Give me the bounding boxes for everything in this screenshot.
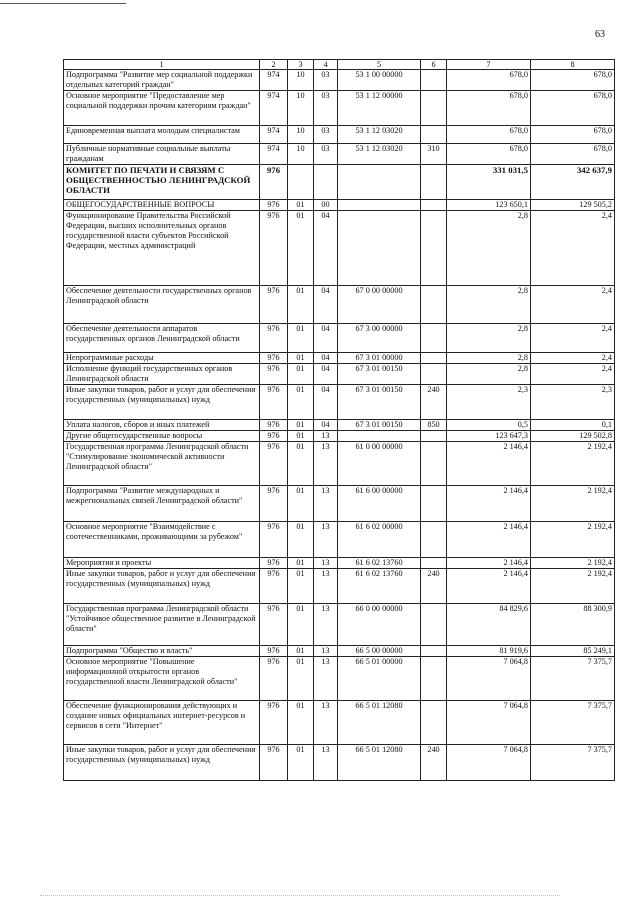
section-code: [288, 165, 314, 200]
section-code: 01: [288, 200, 314, 211]
row-description: Непрограммные расходы: [64, 353, 260, 364]
ministry-code: 976: [260, 701, 288, 745]
amount-year-2: 678,0: [531, 144, 615, 165]
column-number: 7: [447, 60, 531, 70]
expense-type-code: 240: [421, 745, 447, 781]
row-description: Основное мероприятие "Взаимодействие с соотечественниками, проживающими за рубежом": [64, 522, 260, 558]
amount-year-2: 678,0: [531, 91, 615, 126]
table-row: [64, 420, 615, 431]
section-code: 01: [288, 745, 314, 781]
subsection-code: 04: [314, 324, 338, 353]
target-article-code: 67 3 01 00000: [338, 353, 421, 364]
amount-year-1: 81 919,6: [447, 646, 531, 657]
ministry-code: 974: [260, 126, 288, 144]
row-description: Подпрограмма "Развитие международных и межрегиональных связей Ленинградской области": [64, 486, 260, 522]
expense-type-code: 240: [421, 569, 447, 604]
amount-year-2: 342 637,9: [531, 165, 615, 200]
target-article-code: [338, 165, 421, 200]
amount-year-2: 2 192,4: [531, 569, 615, 604]
amount-year-2: 678,0: [531, 126, 615, 144]
section-code: 01: [288, 442, 314, 486]
target-article-code: 66 5 01 12080: [338, 701, 421, 745]
subsection-code: 13: [314, 569, 338, 604]
expense-type-code: 850: [421, 420, 447, 431]
row-description: Основное мероприятие "Предоставление мер социальной поддержки прочим категориям граждан": [64, 91, 260, 126]
row-description: Функционирование Правительства Российской Федерации, высших исполнительных органов государственной власти субъектов Российской Федерации, местных администраций: [64, 211, 260, 286]
subsection-code: 04: [314, 420, 338, 431]
target-article-code: 67 3 01 00150: [338, 385, 421, 420]
expense-type-code: [421, 558, 447, 569]
target-article-code: 53 1 12 03020: [338, 126, 421, 144]
expense-type-code: [421, 211, 447, 286]
target-article-code: 66 5 01 00000: [338, 657, 421, 701]
table-row: [64, 604, 615, 646]
table-row: [64, 486, 615, 522]
ministry-code: 976: [260, 385, 288, 420]
ministry-code: 976: [260, 745, 288, 781]
table-row: [64, 522, 615, 558]
target-article-code: 67 3 00 00000: [338, 324, 421, 353]
target-article-code: 61 6 02 00000: [338, 522, 421, 558]
amount-year-1: 2,8: [447, 286, 531, 324]
table-row: [64, 431, 615, 442]
row-description: Основное мероприятие "Повышение информационной открытости органов государственной власти Ленинградской области": [64, 657, 260, 701]
ministry-code: 976: [260, 353, 288, 364]
expense-type-code: [421, 126, 447, 144]
ministry-code: 976: [260, 486, 288, 522]
section-code: 01: [288, 657, 314, 701]
amount-year-1: 678,0: [447, 126, 531, 144]
expense-type-code: [421, 701, 447, 745]
subsection-code: 13: [314, 486, 338, 522]
table-row: [64, 558, 615, 569]
expense-type-code: [421, 657, 447, 701]
row-description: Другие общегосударственные вопросы: [64, 431, 260, 442]
amount-year-1: 2,3: [447, 385, 531, 420]
section-code: 10: [288, 126, 314, 144]
row-description: Исполнение функций государственных органов Ленинградской области: [64, 364, 260, 385]
row-description: Обеспечение деятельности аппаратов государственных органов Ленинградской области: [64, 324, 260, 353]
row-description: Публичные нормативные социальные выплаты гражданам: [64, 144, 260, 165]
amount-year-2: 2,4: [531, 286, 615, 324]
subsection-code: 04: [314, 353, 338, 364]
section-code: 10: [288, 91, 314, 126]
amount-year-2: 2 192,4: [531, 522, 615, 558]
ministry-code: 976: [260, 442, 288, 486]
scan-edge: [40, 895, 560, 897]
table-row: [64, 324, 615, 353]
ministry-code: 976: [260, 569, 288, 604]
amount-year-1: 7 064,8: [447, 701, 531, 745]
ministry-code: 974: [260, 144, 288, 165]
amount-year-1: 123 647,3: [447, 431, 531, 442]
amount-year-1: 84 829,6: [447, 604, 531, 646]
section-code: 01: [288, 420, 314, 431]
subsection-code: 00: [314, 200, 338, 211]
column-number: 3: [288, 60, 314, 70]
subsection-code: 03: [314, 70, 338, 91]
amount-year-2: 7 375,7: [531, 745, 615, 781]
amount-year-1: 2,8: [447, 364, 531, 385]
section-code: 01: [288, 522, 314, 558]
section-code: 01: [288, 701, 314, 745]
amount-year-2: 678,0: [531, 70, 615, 91]
row-description: Уплата налогов, сборов и иных платежей: [64, 420, 260, 431]
top-rule: [0, 3, 126, 4]
amount-year-1: 678,0: [447, 144, 531, 165]
amount-year-2: 2,3: [531, 385, 615, 420]
amount-year-2: 2,4: [531, 353, 615, 364]
amount-year-1: 2 146,4: [447, 486, 531, 522]
target-article-code: 66 5 00 00000: [338, 646, 421, 657]
expense-type-code: [421, 604, 447, 646]
ministry-code: 976: [260, 286, 288, 324]
subsection-code: 13: [314, 646, 338, 657]
section-code: 01: [288, 569, 314, 604]
section-code: 10: [288, 70, 314, 91]
amount-year-1: 678,0: [447, 70, 531, 91]
amount-year-1: 123 650,1: [447, 200, 531, 211]
column-number: 1: [64, 60, 260, 70]
column-number: 6: [421, 60, 447, 70]
ministry-code: 976: [260, 364, 288, 385]
row-description: Иные закупки товаров, работ и услуг для обеспечения государственных (муниципальных) нужд: [64, 385, 260, 420]
section-code: 01: [288, 385, 314, 420]
amount-year-2: 2,4: [531, 364, 615, 385]
budget-table: [63, 59, 615, 781]
ministry-code: 974: [260, 91, 288, 126]
target-article-code: 67 3 01 00150: [338, 420, 421, 431]
section-code: 01: [288, 558, 314, 569]
subsection-code: 03: [314, 144, 338, 165]
amount-year-2: 129 502,8: [531, 431, 615, 442]
table-row: [64, 657, 615, 701]
table-row: [64, 200, 615, 211]
subsection-code: 13: [314, 604, 338, 646]
expense-type-code: [421, 364, 447, 385]
table-row: [64, 701, 615, 745]
amount-year-2: 2 192,4: [531, 486, 615, 522]
ministry-code: 976: [260, 431, 288, 442]
row-description: Иные закупки товаров, работ и услуг для обеспечения государственных (муниципальных) нужд: [64, 745, 260, 781]
amount-year-2: 2,4: [531, 324, 615, 353]
ministry-code: 974: [260, 70, 288, 91]
row-description: Государственная программа Ленинградской области "Устойчивое общественное развитие в Ленинградской области": [64, 604, 260, 646]
expense-type-code: [421, 486, 447, 522]
subsection-code: 13: [314, 701, 338, 745]
target-article-code: 61 6 00 00000: [338, 486, 421, 522]
ministry-code: 976: [260, 324, 288, 353]
amount-year-1: 7 064,8: [447, 657, 531, 701]
expense-type-code: 310: [421, 144, 447, 165]
table-row: [64, 144, 615, 165]
expense-type-code: [421, 353, 447, 364]
section-code: 01: [288, 211, 314, 286]
subsection-code: 13: [314, 657, 338, 701]
table-row: [64, 569, 615, 604]
target-article-code: 66 0 00 00000: [338, 604, 421, 646]
subsection-code: 04: [314, 364, 338, 385]
target-article-code: 67 3 01 00150: [338, 364, 421, 385]
expense-type-code: [421, 324, 447, 353]
row-description: Обеспечение деятельности государственных органов Ленинградской области: [64, 286, 260, 324]
expense-type-code: [421, 646, 447, 657]
table-row: [64, 364, 615, 385]
ministry-code: 976: [260, 646, 288, 657]
expense-type-code: [421, 200, 447, 211]
row-description: Государственная программа Ленинградской области "Стимулирование экономической активности Ленинградской области": [64, 442, 260, 486]
table-row: [64, 211, 615, 286]
row-description: Единовременная выплата молодым специалистам: [64, 126, 260, 144]
subsection-code: 13: [314, 522, 338, 558]
target-article-code: 53 1 00 00000: [338, 70, 421, 91]
amount-year-2: 88 300,9: [531, 604, 615, 646]
ministry-code: 976: [260, 657, 288, 701]
target-article-code: 53 1 12 03020: [338, 144, 421, 165]
subsection-code: 13: [314, 431, 338, 442]
table-header-row: [64, 60, 615, 70]
ministry-code: 976: [260, 604, 288, 646]
column-number: 8: [531, 60, 615, 70]
column-number: 2: [260, 60, 288, 70]
amount-year-2: 7 375,7: [531, 657, 615, 701]
table-row: [64, 353, 615, 364]
section-code: 10: [288, 144, 314, 165]
expense-type-code: [421, 442, 447, 486]
section-code: 01: [288, 646, 314, 657]
subsection-code: [314, 165, 338, 200]
amount-year-1: 2,8: [447, 324, 531, 353]
subsection-code: 13: [314, 558, 338, 569]
amount-year-1: 2 146,4: [447, 442, 531, 486]
ministry-code: 976: [260, 420, 288, 431]
ministry-code: 976: [260, 558, 288, 569]
target-article-code: [338, 200, 421, 211]
table-row: [64, 745, 615, 781]
amount-year-1: 7 064,8: [447, 745, 531, 781]
row-description: КОМИТЕТ ПО ПЕЧАТИ И СВЯЗЯМ С ОБЩЕСТВЕННОСТЬЮ ЛЕНИНГРАДСКОЙ ОБЛАСТИ: [64, 165, 260, 200]
amount-year-1: 331 031,5: [447, 165, 531, 200]
table-row: [64, 91, 615, 126]
subsection-code: 03: [314, 126, 338, 144]
subsection-code: 04: [314, 385, 338, 420]
expense-type-code: [421, 431, 447, 442]
target-article-code: 66 5 01 12080: [338, 745, 421, 781]
subsection-code: 03: [314, 91, 338, 126]
expense-type-code: [421, 286, 447, 324]
subsection-code: 13: [314, 442, 338, 486]
expense-type-code: [421, 165, 447, 200]
row-description: Мероприятия и проекты: [64, 558, 260, 569]
amount-year-1: 2 146,4: [447, 569, 531, 604]
amount-year-1: 2 146,4: [447, 558, 531, 569]
subsection-code: 13: [314, 745, 338, 781]
row-description: Подпрограмма "Общество и власть": [64, 646, 260, 657]
page-number: 63: [595, 29, 605, 40]
amount-year-2: 0,1: [531, 420, 615, 431]
row-description: Подпрограмма "Развитие мер социальной поддержки отдельных категорий граждан": [64, 70, 260, 91]
section-code: 01: [288, 286, 314, 324]
row-description: Обеспечение функционирования действующих и создание новых официальных интернет-ресурсов и сервисов в сети "Интернет": [64, 701, 260, 745]
section-code: 01: [288, 364, 314, 385]
amount-year-2: 129 505,2: [531, 200, 615, 211]
section-code: 01: [288, 431, 314, 442]
amount-year-1: 0,5: [447, 420, 531, 431]
expense-type-code: 240: [421, 385, 447, 420]
column-number: 4: [314, 60, 338, 70]
target-article-code: 61 6 02 13760: [338, 569, 421, 604]
target-article-code: 61 0 00 00000: [338, 442, 421, 486]
column-number: 5: [338, 60, 421, 70]
expense-type-code: [421, 522, 447, 558]
section-code: 01: [288, 324, 314, 353]
expense-type-code: [421, 91, 447, 126]
section-code: 01: [288, 604, 314, 646]
section-code: 01: [288, 486, 314, 522]
ministry-code: 976: [260, 522, 288, 558]
section-code: 01: [288, 353, 314, 364]
amount-year-1: 2,8: [447, 353, 531, 364]
amount-year-1: 2,8: [447, 211, 531, 286]
table-row: [64, 442, 615, 486]
expense-type-code: [421, 70, 447, 91]
target-article-code: 67 0 00 00000: [338, 286, 421, 324]
amount-year-2: 2 192,4: [531, 558, 615, 569]
target-article-code: [338, 431, 421, 442]
table-row: [64, 165, 615, 200]
amount-year-1: 2 146,4: [447, 522, 531, 558]
target-article-code: [338, 211, 421, 286]
amount-year-1: 678,0: [447, 91, 531, 126]
table-row: [64, 70, 615, 91]
ministry-code: 976: [260, 200, 288, 211]
subsection-code: 04: [314, 211, 338, 286]
amount-year-2: 7 375,7: [531, 701, 615, 745]
target-article-code: 53 1 12 00000: [338, 91, 421, 126]
row-description: ОБЩЕГОСУДАРСТВЕННЫЕ ВОПРОСЫ: [64, 200, 260, 211]
amount-year-2: 2 192,4: [531, 442, 615, 486]
table-row: [64, 126, 615, 144]
amount-year-2: 2,4: [531, 211, 615, 286]
table-row: [64, 385, 615, 420]
ministry-code: 976: [260, 211, 288, 286]
table-row: [64, 286, 615, 324]
subsection-code: 04: [314, 286, 338, 324]
row-description: Иные закупки товаров, работ и услуг для обеспечения государственных (муниципальных) нужд: [64, 569, 260, 604]
amount-year-2: 85 249,1: [531, 646, 615, 657]
ministry-code: 976: [260, 165, 288, 200]
target-article-code: 61 6 02 13760: [338, 558, 421, 569]
table-row: [64, 646, 615, 657]
